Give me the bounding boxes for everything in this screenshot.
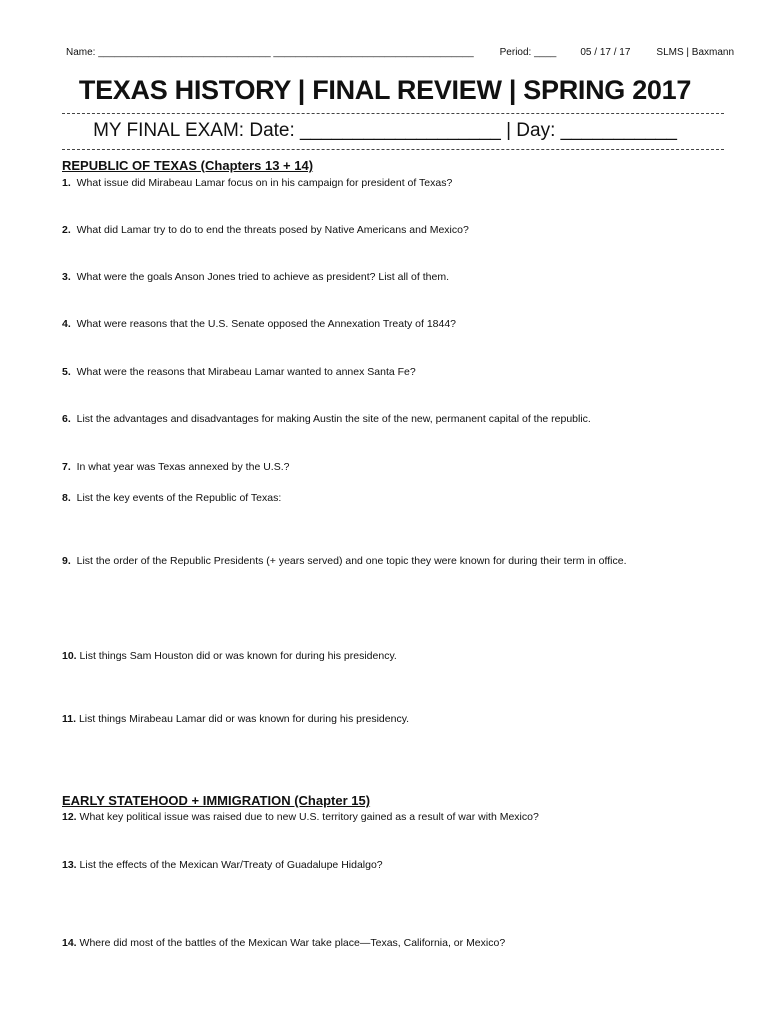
question-1 [62,177,452,190]
question-9 [62,555,627,568]
question-2 [62,224,469,237]
question-text: What key political issue was raised due to new U.S. territory gained as a result of war with Mexico? [79,811,539,823]
page-title: TEXAS HISTORY | FINAL REVIEW | SPRING 2017 [78,75,692,105]
name-field-label: Name: _______________________________ ____________________________________ [66,47,474,58]
question-number: 9. [62,555,71,567]
period-field-label: Period: ____ [499,47,557,58]
question-number: 12. [62,811,77,823]
question-text: Where did most of the battles of the Mexican War take place—Texas, California, or Mexico? [79,937,506,949]
question-13 [62,859,383,872]
question-text: List the order of the Republic Presidents (+ years served) and one topic they were known for during their term in office. [76,555,627,567]
header-line [66,47,734,59]
question-4 [62,318,456,331]
question-text: What issue did Mirabeau Lamar focus on in his campaign for president of Texas? [76,177,453,189]
question-14 [62,937,505,950]
section-heading-republic: REPUBLIC OF TEXAS (Chapters 13 + 14) [62,158,314,173]
question-text: List things Mirabeau Lamar did or was known for during his presidency. [78,713,410,725]
question-text: List the key events of the Republic of Texas: [76,492,282,504]
question-number: 10. [62,650,77,662]
question-text: What did Lamar try to do to end the threats posed by Native Americans and Mexico? [76,224,469,236]
question-number: 14. [62,937,77,949]
question-12 [62,811,539,824]
question-text: What were reasons that the U.S. Senate opposed the Annexation Treaty of 1844? [76,318,457,330]
question-7 [62,461,289,474]
question-text: List the advantages and disadvantages for making Austin the site of the new, permanent capital of the republic. [76,413,591,425]
question-number: 13. [62,859,77,871]
divider-bottom [62,149,724,150]
question-number: 8. [62,492,71,504]
header-school: SLMS | Baxmann [656,47,735,58]
exam-date-line: MY FINAL EXAM: Date: ___________________ | Day: ___________ [93,120,677,141]
question-text: What were the goals Anson Jones tried to achieve as president? List all of them. [76,271,449,283]
question-number: 6. [62,413,71,425]
question-10 [62,650,397,663]
question-number: 5. [62,366,71,378]
question-text: What were the reasons that Mirabeau Lamar wanted to annex Santa Fe? [76,366,416,378]
question-text: In what year was Texas annexed by the U.S.? [76,461,290,473]
question-6 [62,413,591,426]
question-11 [62,713,409,726]
question-5 [62,366,416,379]
question-number: 4. [62,318,71,330]
question-number: 2. [62,224,71,236]
question-text: List the effects of the Mexican War/Treaty of Guadalupe Hidalgo? [79,859,383,871]
question-text: List things Sam Houston did or was known for during his presidency. [79,650,397,662]
question-number: 3. [62,271,71,283]
question-number: 7. [62,461,71,473]
question-3 [62,271,449,284]
divider-top [62,113,724,114]
question-number: 11. [62,713,77,725]
header-date: 05 / 17 / 17 [580,47,631,58]
question-number: 1. [62,177,71,189]
question-8 [62,492,281,505]
section-heading-early-statehood: EARLY STATEHOOD + IMMIGRATION (Chapter 15) [62,793,371,808]
